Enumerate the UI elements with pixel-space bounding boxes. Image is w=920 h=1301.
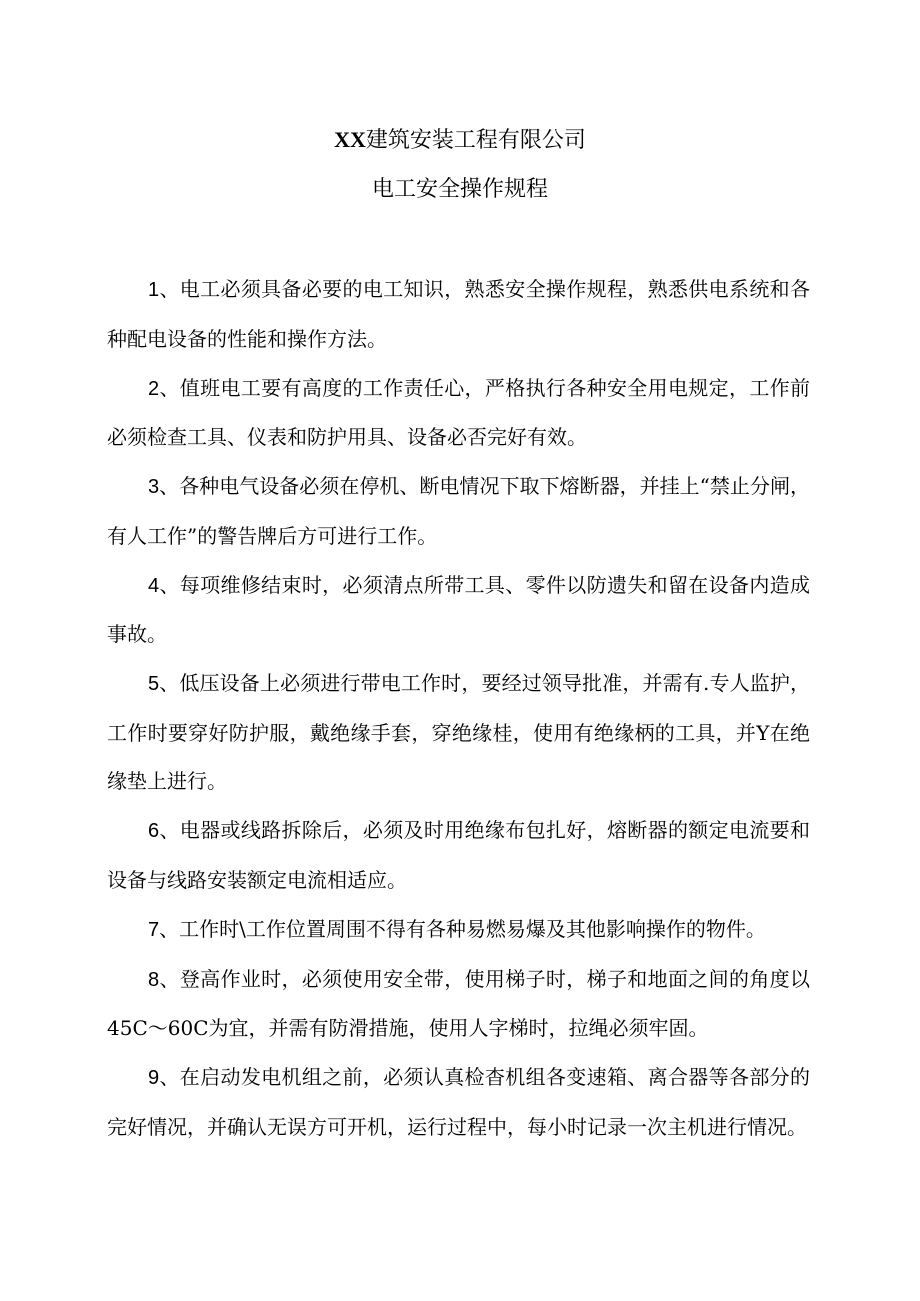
- item-number: 9: [148, 1067, 160, 1089]
- regulation-list: [107, 265, 810, 1152]
- regulation-item-8: [107, 955, 810, 1053]
- document-title: 电工安全操作规程: [371, 177, 548, 202]
- item-text: 、各种电气设备必须在停机、断电情况下取下熔断器，并挂上“禁止分闸，有人工作”的警告牌后方可进行工作。: [107, 474, 810, 548]
- item-text: 、在启动发电机组之前，必须认真检杳机组各变速箱、离合器等各部分的完好情况，并确认无误方可开机，运行过程中，每小时记录一次主机进行情况。: [107, 1065, 810, 1139]
- company-name-rest: 建筑安装工程有限公司: [365, 128, 586, 153]
- regulation-item-1: [107, 265, 810, 363]
- company-name: [0, 122, 920, 159]
- item-text: 、每项维修结束时，必须清点所带工具、零件以防遗失和留在设备内造成事故。: [107, 572, 810, 646]
- regulation-item-7: [107, 905, 810, 955]
- regulation-item-6: [107, 806, 810, 904]
- item-text: 、值班电工要有高度的工作责任心，严格执行各种安全用电规定，工作前必须检查工具、仪表和防护用具、设备必否完好有效。: [107, 375, 810, 449]
- item-text: 、电器或线路拆除后，必须及时用绝缘布包扎好，熔断器的额定电流要和设备与线路安装额定电流相适应。: [107, 818, 810, 892]
- item-text: 、低压设备上必须进行带电工作时，要经过领导批准，并需有.专人监护，工作时要穿好防护服，戴绝缘手套，穿绝缘桂，使用有绝缘柄的工具，并Y在绝缘垫上进行。: [107, 671, 810, 793]
- item-text: 、工作时\工作位置周围不得有各种易燃易爆及其他影响操作的物件。: [159, 916, 766, 941]
- regulation-item-5: [107, 659, 810, 806]
- item-number: 3: [148, 476, 160, 498]
- item-text: 、电工必须具备必要的电工知识，熟悉安全操作规程，熟悉供电系统和各种配电设备的性能和操作方法。: [107, 277, 810, 351]
- item-number: 8: [148, 968, 160, 991]
- regulation-item-4: [107, 561, 810, 659]
- company-prefix: XX: [334, 127, 366, 152]
- item-number: 2: [148, 377, 160, 400]
- item-number: 4: [148, 574, 160, 597]
- item-number: 7: [148, 918, 160, 941]
- item-number: 1: [148, 279, 160, 301]
- regulation-item-9: [107, 1053, 810, 1151]
- item-number: 6: [148, 820, 160, 842]
- regulation-item-2: [107, 364, 810, 462]
- regulation-item-3: [107, 462, 810, 560]
- item-number: 5: [148, 673, 160, 695]
- item-text: 、登高作业时，必须使用安全带，使用梯子时，梯子和地面之间的角度以45C～60C为宜，并需有防滑措施，使用人字梯时，拉绳必须牢固。: [107, 966, 810, 1040]
